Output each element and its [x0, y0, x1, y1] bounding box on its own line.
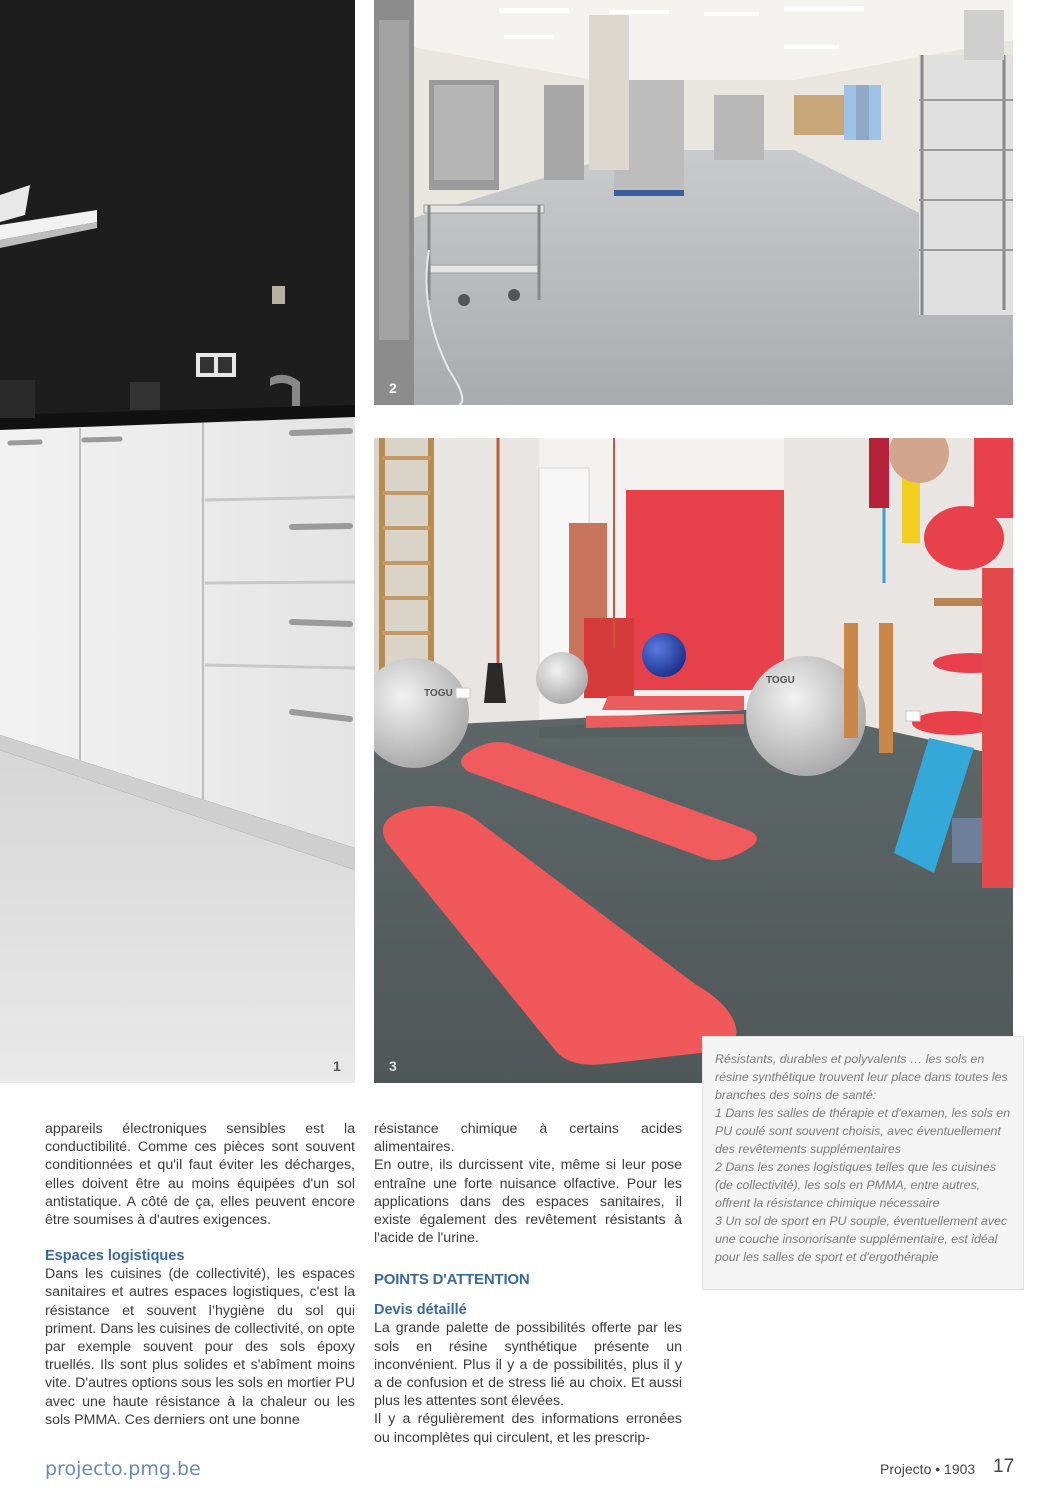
column1-body: Dans les cuisines (de collectivité), les espaces sanitaires et autres espaces logistiques, c'est la résistance et souvent l’hygiène du sol qui priment. Dans les cuisines de collectivité, on opte par exemple souvent pour des sols époxy truellés. Ils sont plus solides et s'abîment moins vite. D'autres options sous les sols en mortier PU avec une haute résistance à la chaleur ou les sols PMMA. Ces derniers ont une bonne	[45, 1266, 355, 1428]
heading-points-attention: POINTS D'ATTENTION	[374, 1271, 530, 1289]
photo-kitchen	[0, 0, 355, 1083]
photo-number-3: 3	[389, 1058, 397, 1074]
subheading-devis-detaille: Devis détaillé	[374, 1302, 467, 1319]
text-column-2	[374, 1120, 682, 1447]
photo-kitchen-corridor	[374, 0, 1013, 405]
column1-intro: appareils électroniques sensibles est la conductibilité. Comme ces pièces sont souvent conditionnées et qu'il faut éviter les décharges, elles doivent être au moins équipées d'un sol antistatique. A côté de ça, elles peuvent encore être soumises à d'autres exigences.	[45, 1121, 355, 1229]
footer-website-link[interactable]: projecto.pmg.be	[45, 1458, 201, 1480]
photo-number-2: 2	[389, 380, 397, 396]
caption-item-3: 3 Un sol de sport en PU souple, éventuellement avec une couche insonorisante supplémentaire, est idéal pour les salles de sport et d'ergothérapie	[715, 1214, 1008, 1264]
ball-brand-left: TOGU	[424, 688, 453, 699]
caption-item-1: 1 Dans les salles de thérapie et d'examen, les sols en PU coulé sont souvent choisis, avec éventuellement des revêtements supplémentaires	[715, 1106, 1011, 1156]
caption-item-2: 2 Dans les zones logistiques telles que les cuisines (de collectivité), les sols en PMMA, entre autres, offrent la résistance chimique nécessaire	[715, 1160, 997, 1210]
column2-p4: Il y a régulièrement des informations erronées ou incomplètes qui circulent, et les prescrip-	[374, 1411, 682, 1446]
photo-number-1: 1	[333, 1058, 341, 1074]
heading-espaces-logistiques: Espaces logistiques	[45, 1248, 185, 1265]
column2-p1: résistance chimique à certains acides alimentaires.	[374, 1121, 682, 1156]
text-column-1	[45, 1120, 355, 1429]
caption-intro: Résistants, durables et polyvalents … les sols en résine synthétique trouvent leur place dans toutes les branches des soins de santé:	[715, 1052, 1008, 1102]
column2-p3: La grande palette de possibilités offerte par les sols en résine synthétique présente un inconvénient. Plus il y a de possibilités, plus il y a de confusion et de stress lié au choix. Et aussi plus les attentes sont élevées.	[374, 1320, 682, 1410]
photo-therapy-room	[374, 438, 1013, 1083]
footer-page-number: 17	[993, 1456, 1015, 1477]
footer-magazine-issue: Projecto • 1903	[880, 1461, 976, 1477]
column2-p2: En outre, ils durcissent vite, même si leur pose entraîne une forte nuisance olfactive. Pour les applications dans des espaces sanitaires, il existe également des revêtement résistants à l'acide de l'urine.	[374, 1157, 682, 1247]
photo-caption-box	[702, 1036, 1024, 1290]
ball-brand-right: TOGU	[766, 675, 795, 686]
